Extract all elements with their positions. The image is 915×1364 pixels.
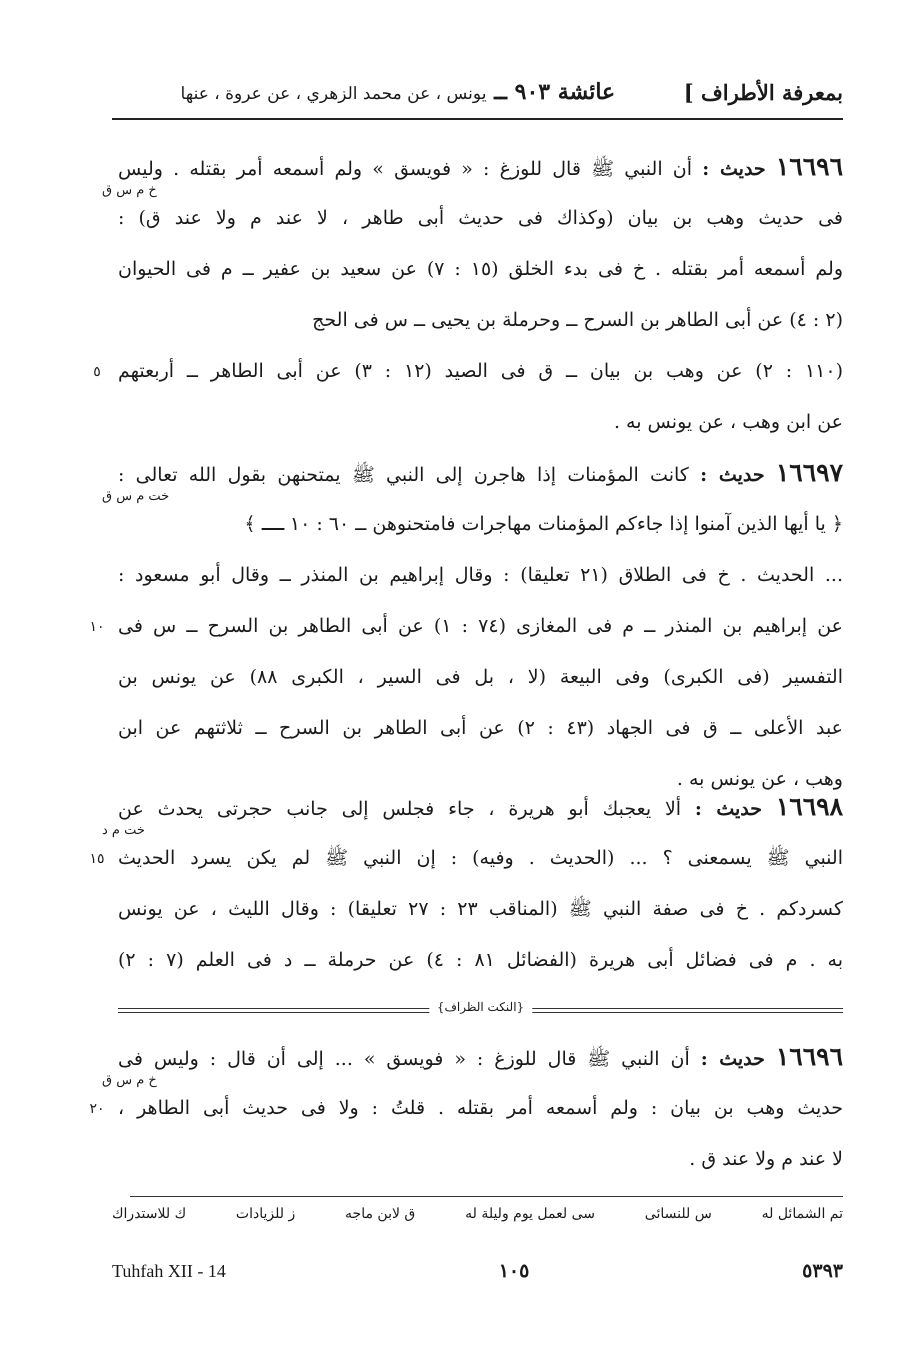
- page-number: ١٠٥: [498, 1260, 530, 1282]
- header-rule: [112, 118, 843, 120]
- hadith-number: ١٦٦٩٦: [775, 1042, 843, 1071]
- line-text: ولم أسمعه أمر بقتله . خ فى بدء الخلق (١٥ : ٧) عن سعيد بن عفير ــ م فى الحيوان: [118, 258, 843, 280]
- legend-item: س للنسائى: [644, 1206, 712, 1222]
- entry-sigla: خ م س ق: [102, 1073, 157, 1088]
- page-footer: [112, 1256, 843, 1286]
- hadith-number: ١٦٦٩٦: [775, 152, 843, 181]
- hadith-number: ١٦٦٩٨: [775, 792, 843, 821]
- entry-line: [160, 405, 843, 441]
- divider-label: {النكت الظراف}: [429, 1000, 532, 1014]
- running-head: [112, 72, 843, 112]
- running-head-title: عائشة ٩٠٣ ــ: [494, 79, 616, 105]
- line-margin-number: ١٠: [89, 619, 105, 635]
- line-text: (١١٠ : ٢) عن وهب بن بيان ــ ق فى الصيد (١٢ : ٣) عن أبى الطاهر ــ أربعتهم: [118, 360, 843, 382]
- line-text: أن النبي ﷺ قال للوزغ : « فويسق » ولم أسمعه أمر بقتله . وليس: [118, 158, 693, 180]
- line-text: كسردكم . خ فى صفة النبي ﷺ (المناقب ٢٣ : ٢٧ تعليقا) : وقال الليث ، عن يونس: [118, 898, 843, 920]
- line-text: حديث وهب بن بيان : ولم أسمعه أمر بقتله . قلتُ : ولا فى حديث أبى الطاهر ،: [118, 1097, 843, 1119]
- line-text: عبد الأعلى ــ ق فى الجهاد (٤٣ : ٢) عن أبى الطاهر بن السرح ــ ثلاثتهم عن ابن: [118, 717, 843, 739]
- legend-item: ز للزيادات: [235, 1206, 296, 1222]
- entry-sigla: خت م س ق: [102, 489, 170, 504]
- entry-line: [118, 1091, 843, 1127]
- line-text: ألا يعجبك أبو هريرة ، جاء فجلس إلى جانب حجرتى يحدث عن: [118, 798, 682, 820]
- line-text: عن إبراهيم بن المنذر ــ م فى المغازى (٧٤ : ١) عن أبى الطاهر بن السرح ــ س فى: [118, 615, 843, 637]
- entry-line: [118, 558, 843, 594]
- footnote-rule: [130, 1196, 843, 1197]
- entry-line: [118, 943, 843, 979]
- section-divider: [118, 1000, 843, 1018]
- line-margin-number: ١٥: [89, 851, 105, 867]
- entry-line: [118, 790, 843, 826]
- line-text: (٢ : ٤) عن أبى الطاهر بن السرح ــ وحرملة بن يحيى ــ س فى الحج: [312, 309, 843, 331]
- line-text: عن ابن وهب ، عن يونس به .: [613, 411, 843, 433]
- line-text: كانت المؤمنات إذا هاجرن إلى النبي ﷺ يمتحنهن بقول الله تعالى :: [118, 464, 689, 486]
- entry-line: [118, 1040, 843, 1076]
- line-text: ... الحديث . خ فى الطلاق (٢١ تعليقا) : وقال إبراهيم بن المنذر ــ وقال أبو مسعود :: [118, 564, 843, 586]
- line-text: وهب ، عن يونس به .: [676, 768, 843, 790]
- hadith-keyword: حديث :: [702, 158, 766, 180]
- line-margin-number: ٢٠: [89, 1101, 105, 1117]
- line-text: أن النبي ﷺ قال للوزغ : « فويسق » ... إلى أن قال : وليس فى: [118, 1048, 690, 1070]
- line-text: فى حديث وهب بن بيان (وكذاك فى حديث أبى طاهر ، لا عند م ولا عند ق) :: [118, 207, 843, 229]
- sigla-legend: [112, 1206, 843, 1232]
- entry-line: [118, 354, 843, 390]
- legend-item: ق لابن ماجه: [345, 1206, 416, 1222]
- running-head-right: بمعرفة الأطراف ]: [683, 79, 843, 105]
- running-head-subtitle: يونس ، عن محمد الزهري ، عن عروة ، عنها: [180, 84, 487, 104]
- entry-line: [118, 841, 843, 877]
- legend-item: ك للاستدراك: [112, 1206, 187, 1222]
- entry-line: [118, 609, 843, 645]
- line-text: به . م فى فضائل أبى هريرة (الفضائل ٨١ : ٤) عن حرملة ــ د فى العلم (٧ : ٢): [118, 949, 843, 971]
- hadith-keyword: حديث :: [694, 798, 763, 820]
- entry-line: [160, 507, 843, 543]
- hadith-code: ٥٣٩٣: [802, 1260, 843, 1282]
- line-text: التفسير (فى الكبرى) وفى البيعة (لا ، بل فى السير ، الكبرى ٨٨) عن يونس بن: [118, 666, 843, 688]
- legend-item: تم الشمائل له: [761, 1206, 843, 1222]
- entry-line: [230, 303, 843, 339]
- line-text: ﴿ يا أيها الذين آمنوا إذا جاءكم المؤمنات مهاجرات فامتحنوهن ــ ٦٠ : ١٠ ــ ﴾: [244, 513, 843, 535]
- entry-line: [118, 711, 843, 747]
- entry-line: [160, 1142, 843, 1178]
- entry-sigla: خت م د: [102, 823, 145, 838]
- entry-line: [118, 456, 843, 492]
- line-margin-number: ٥: [93, 364, 101, 380]
- entry-sigla: خ م س ق: [102, 183, 157, 198]
- hadith-number: ١٦٦٩٧: [775, 458, 843, 487]
- legend-item: سى لعمل يوم وليلة له: [465, 1206, 595, 1222]
- running-head-center: [181, 79, 616, 105]
- entry-line: [118, 660, 843, 696]
- hadith-keyword: حديث :: [700, 1048, 765, 1070]
- hadith-keyword: حديث :: [700, 464, 765, 486]
- volume-label: Tuhfah XII - 14: [112, 1260, 226, 1281]
- line-text: لا عند م ولا عند ق .: [689, 1148, 843, 1170]
- entry-line: [118, 201, 843, 237]
- entry-line: [118, 150, 843, 186]
- entry-line: [118, 252, 843, 288]
- entry-line: [118, 892, 843, 928]
- line-text: النبي ﷺ يسمعنى ؟ ... (الحديث . وفيه) : إن النبي ﷺ لم يكن يسرد الحديث: [118, 847, 843, 869]
